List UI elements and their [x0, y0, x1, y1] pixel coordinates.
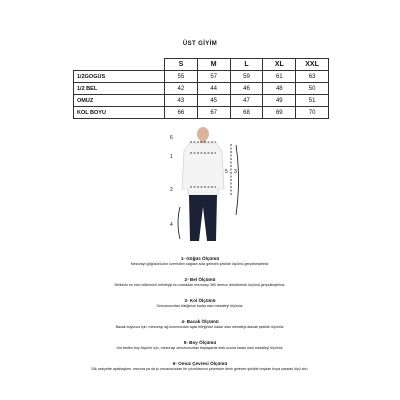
instruction-heading: 2- Bel Ölçümü — [184, 277, 216, 282]
table-cell: 59 — [230, 71, 263, 83]
size-header: L — [230, 59, 263, 71]
row-label: OMUZ — [74, 95, 165, 107]
table-cell: 42 — [165, 83, 198, 95]
table-cell: 57 — [197, 71, 230, 83]
marker-2: 2 — [170, 187, 173, 193]
instruction-heading: 1- Göğüs Ölçümü — [180, 256, 220, 261]
table-row — [74, 107, 329, 119]
page-title: ÜST GİYİM — [182, 41, 218, 47]
model-sweater — [182, 143, 224, 195]
table-row — [74, 71, 329, 83]
size-header-blank — [74, 59, 165, 71]
instruction-2 — [75, 277, 325, 288]
table-cell: 68 — [230, 107, 263, 119]
size-header: XXL — [296, 59, 329, 71]
table-cell: 49 — [263, 95, 296, 107]
instruction-heading: 3- Kol Ölçümü — [184, 298, 216, 303]
table-cell: 47 — [230, 95, 263, 107]
table-cell: 48 — [263, 83, 296, 95]
model-measurement-figure — [162, 125, 242, 244]
instruction-text: Üst beden boy ölçümü için, mezurayı omuzunuzdan başlayarak etek ucuna kadar olan mesafeyi ölçünüz. — [116, 346, 284, 350]
table-cell: 50 — [296, 83, 329, 95]
table-cell: 44 — [197, 83, 230, 95]
instruction-6 — [75, 361, 325, 372]
instruction-text: Dik vaziyette ayaktayken, mezura ya da ip omuzunuzdan bir çıkıntılarının çevresine denk gelecek şekilde boydan boya yararak ölçü alın. — [91, 367, 309, 371]
size-header: M — [197, 59, 230, 71]
instruction-heading: 6- Omuz Çevresi Ölçümü — [172, 361, 228, 366]
table-cell: 70 — [296, 107, 329, 119]
instruction-1 — [75, 256, 325, 267]
table-row — [74, 95, 329, 107]
instruction-heading: 5- Boy Ölçümü — [183, 340, 217, 345]
sleeve-guide — [236, 145, 239, 215]
table-cell: 46 — [230, 83, 263, 95]
model-trousers — [189, 195, 217, 241]
instruction-text: Mezurayı göğüsünüzün üzerinden sağdan sola gelecek şekilde ölçümü gerçekleştiriniz. — [130, 262, 270, 266]
size-header-row — [74, 59, 329, 71]
table-cell: 66 — [165, 107, 198, 119]
table-cell: 61 — [263, 71, 296, 83]
instruction-text: Omuzunuzdan bileğinize kadar olan mesafeyi ölçünüz. — [156, 304, 244, 308]
marker-3: 3 — [234, 169, 237, 175]
table-cell: 51 — [296, 95, 329, 107]
size-header: XL — [263, 59, 296, 71]
table-cell: 63 — [296, 71, 329, 83]
row-label: 1/2GOGUS — [74, 71, 165, 83]
table-cell: 55 — [165, 71, 198, 83]
marker-6: 6 — [170, 135, 173, 141]
marker-5: 5 — [225, 169, 228, 175]
table-cell: 67 — [197, 107, 230, 119]
instruction-heading: 4- Bacak Ölçümü — [181, 319, 219, 324]
model-head — [197, 127, 209, 141]
instruction-3 — [75, 298, 325, 309]
row-label: KOL BOYU — [74, 107, 165, 119]
marker-4: 4 — [170, 222, 173, 228]
marker-1: 1 — [170, 154, 173, 160]
table-cell: 43 — [165, 95, 198, 107]
size-header: S — [165, 59, 198, 71]
instruction-5 — [75, 340, 325, 351]
table-row — [74, 83, 329, 95]
leg-guide — [178, 207, 180, 239]
instruction-4 — [75, 319, 325, 330]
size-table — [73, 58, 329, 119]
instruction-text: Belinizin en ince bölümünü belirleyip bu noktadan mezurayı 360 derece döndürerek ölçümü gerçekleştiriniz. — [114, 283, 286, 287]
instruction-text: Bacak boyunuz için, mezurayı ağ kısmınızdan ayak bileğinize kadar olan mesafeyi alacak şekilde ölçünüz. — [115, 325, 285, 329]
table-cell: 69 — [263, 107, 296, 119]
table-cell: 45 — [197, 95, 230, 107]
row-label: 1/2 BEL — [74, 83, 165, 95]
